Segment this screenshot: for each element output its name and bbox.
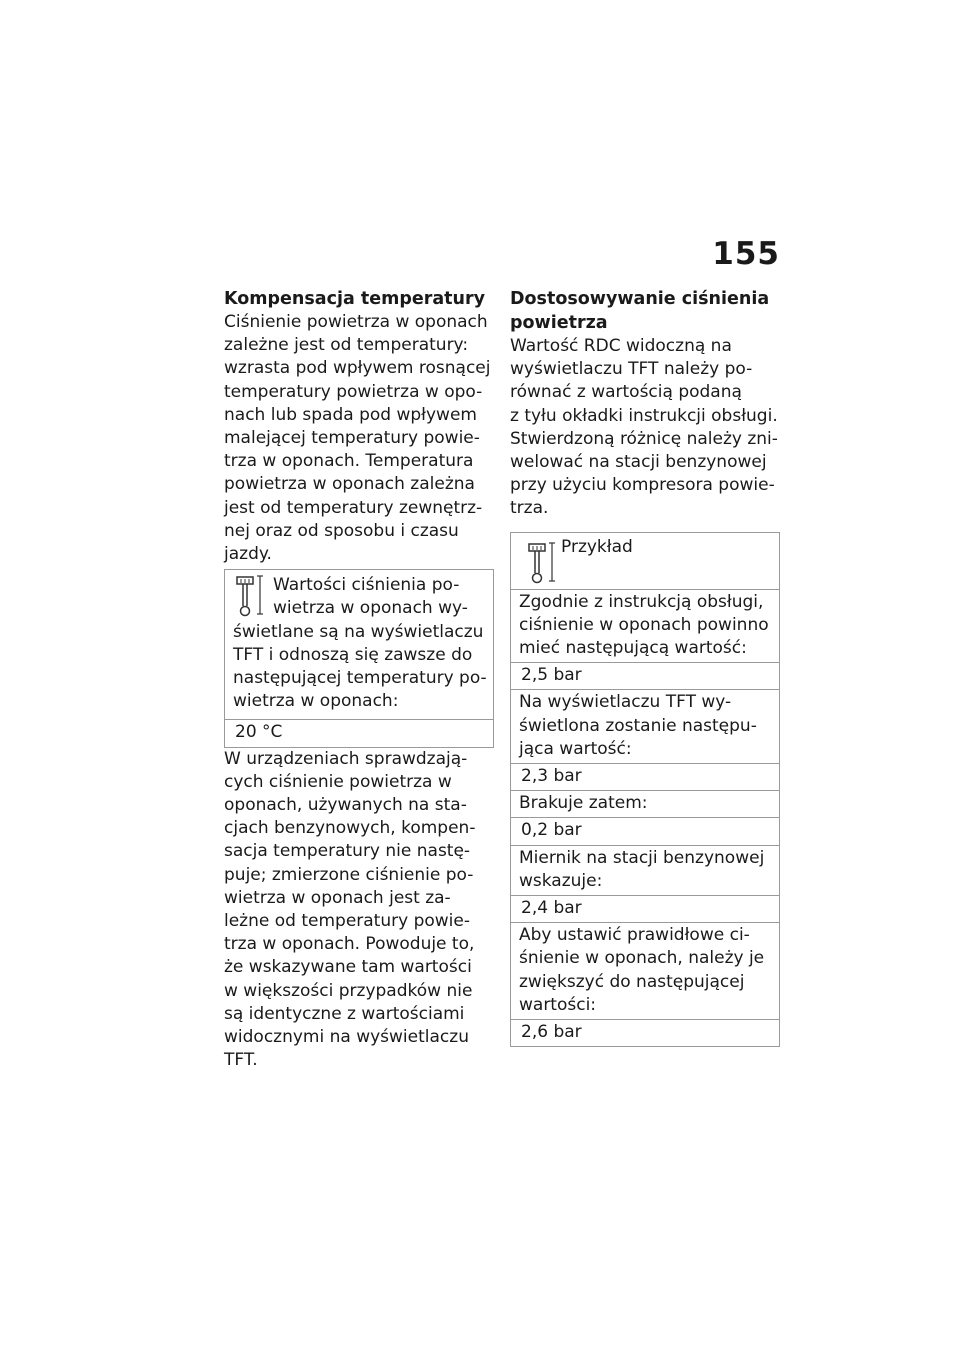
- example-label: Przykład: [561, 536, 633, 557]
- note-box: [224, 569, 494, 747]
- page-number: 155: [712, 236, 780, 272]
- body-paragraph: W urządzeniach sprawdzają- cych ciśnienie powietrza w oponach, używanych na sta- cjach benzynowych, kompen- sacja temperatury nie nastę- puje; zmierzone ciśnienie po- wietrza w oponach jest za- leżne od temperatury powie- trza w oponach. Powoduje to, że wskazywane tam wartości w większości przypadków nie są identyczne z wartościami widocznymi na wyświetlaczu TFT.: [224, 748, 476, 1071]
- body-paragraph: Wartość RDC widoczną na wyświetlaczu TFT należy po- równać z wartością podaną z tyłu okładki instrukcji obsługi. Stwierdzoną różnicę należy zni- welować na stacji benzynowej przy użyciu kompresora powie- trza.: [510, 336, 778, 519]
- body-paragraph: Ciśnienie powietrza w oponach zależne jest od temperatury: wzrasta pod wpływem rosnącej temperatury powietrza w opo- nach lub spada pod wpływem malejącej temperatury powie- trza w oponach. Temperatura powietrza w oponach zależna jest od temperatury zewnętrz- nej oraz od sposobu i czasu jazdy.: [224, 312, 491, 565]
- example-row-text: Miernik na stacji benzynowej wskazuje:: [511, 845, 779, 895]
- right-column: [510, 287, 780, 1047]
- example-row-value: 2,4 bar: [511, 895, 779, 922]
- example-row-value: 2,5 bar: [511, 662, 779, 689]
- tire-pressure-gauge-icon: [525, 541, 559, 585]
- note-value: 20 °C: [225, 719, 493, 746]
- section-heading: Kompensacja temperatury: [224, 289, 486, 309]
- example-header: [511, 533, 779, 590]
- section-heading: Dostosowywanie ciśnienia powietrza: [510, 289, 770, 333]
- example-box: [510, 532, 780, 1048]
- note-text: Wartości ciśnienia po- wietrza w oponach wy- świetlane są na wyświetlaczu TFT i odnoszą się zawsze do następującej temperatury po- wietrza w oponach:: [233, 575, 487, 712]
- left-column: [224, 287, 494, 1073]
- tire-pressure-gauge-icon: [233, 574, 267, 618]
- example-row-value: 0,2 bar: [511, 817, 779, 844]
- example-row-value: 2,3 bar: [511, 763, 779, 790]
- example-row-text: Brakuje zatem:: [511, 790, 779, 817]
- example-row-value: 2,6 bar: [511, 1019, 779, 1046]
- note-content: [225, 570, 493, 719]
- example-row-text: Na wyświetlaczu TFT wy- świetlona zostanie następu- jąca wartość:: [511, 689, 779, 763]
- example-row-text: Zgodnie z instrukcją obsługi, ciśnienie w oponach powinno mieć następującą wartość:: [519, 591, 769, 659]
- example-row-text: Aby ustawić prawidłowe ci- śnienie w oponach, należy je zwiększyć do następującej wartości:: [511, 922, 779, 1019]
